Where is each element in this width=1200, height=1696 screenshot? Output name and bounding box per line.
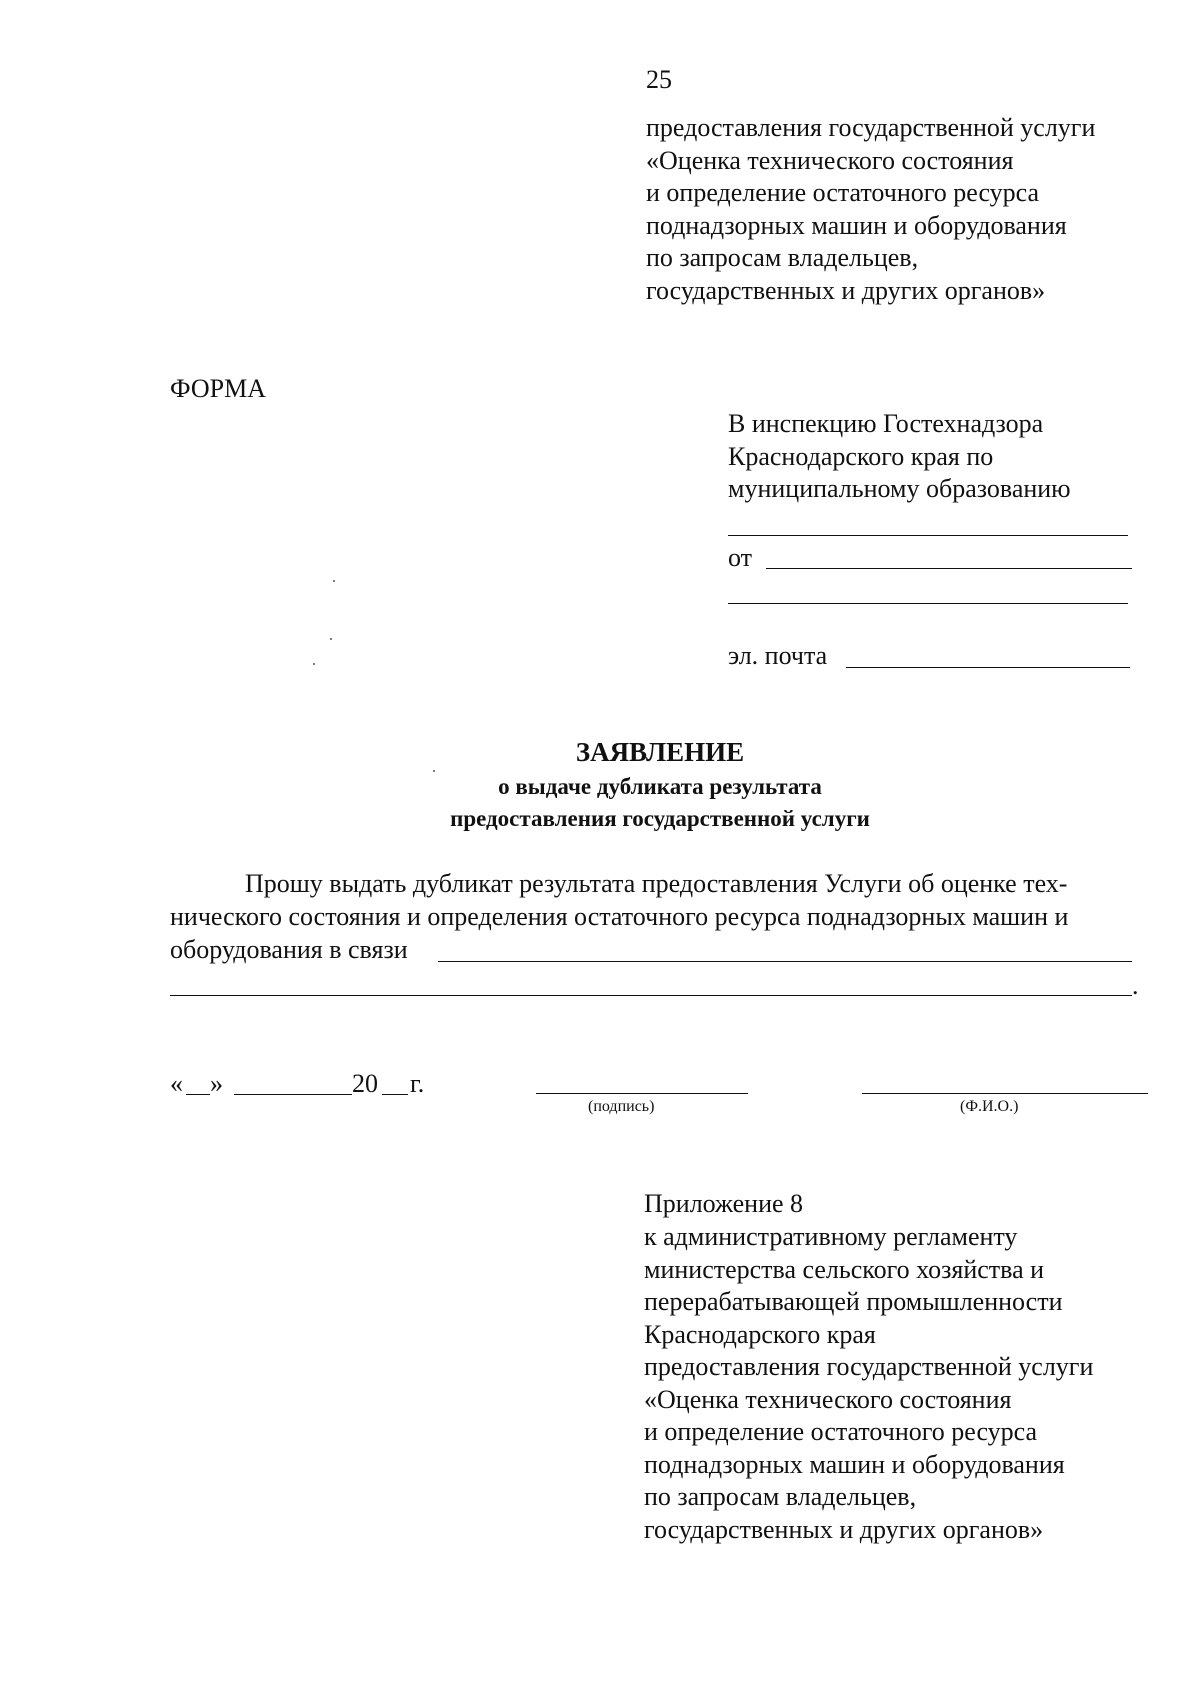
municipality-field[interactable] (728, 535, 1128, 536)
appendix-line: и определение остаточного ресурса (644, 1417, 1038, 1446)
addressee-line: В инспекцию Гостехнадзора (728, 409, 1044, 438)
scan-speck (333, 580, 335, 582)
form-label: ФОРМА (170, 374, 266, 403)
appendix-line: «Оценка технического состояния (644, 1384, 1012, 1414)
appendix-title: Приложение 8 (644, 1189, 804, 1218)
full-name-caption: (Ф.И.О.) (960, 1098, 1019, 1115)
scan-speck (330, 638, 332, 640)
full-name-field[interactable] (862, 1093, 1148, 1094)
application-subtitle: о выдаче дубликата результата (498, 774, 822, 799)
appendix-line: Краснодарского края (644, 1319, 876, 1349)
header-line: и определение остаточного ресурса (646, 178, 1040, 207)
appendix-line: по запросам владельцев, (644, 1482, 917, 1511)
addressee-line: муниципальному образованию (728, 474, 1071, 503)
application-body-line: Прошу выдать дубликат результата предоставления Услуги об оценке тех- (245, 869, 1068, 898)
signature-caption: (подпись) (588, 1098, 655, 1115)
month-field[interactable] (234, 1094, 352, 1095)
appendix-line: к административному регламенту (644, 1222, 1018, 1251)
header-line: по запросам владельцев, (646, 243, 919, 272)
year-suffix: г. (410, 1069, 425, 1098)
date-close-quote: » (210, 1069, 223, 1098)
appendix-block (644, 1221, 1093, 1546)
email-label: эл. почта (728, 641, 828, 670)
header-line: поднадзорных машин и оборудования (646, 210, 1067, 240)
appendix-line: перерабатывающей промышленности (644, 1287, 1063, 1316)
application-body-line: оборудования в связи (170, 935, 408, 964)
addressee-block (728, 408, 1071, 506)
page-number: 25 (646, 65, 672, 94)
appendix-line: государственных и других органов» (644, 1514, 1044, 1544)
header-line: предоставления государственной услуги (646, 113, 1096, 142)
application-subtitle: предоставления государственной услуги (450, 806, 870, 831)
appendix-line: министерства сельского хозяйства и (644, 1254, 1045, 1284)
application-title: ЗАЯВЛЕНИЕ (575, 737, 745, 767)
application-body-line: нического состояния и определения остаточного ресурса поднадзорных машин и (170, 902, 1069, 931)
header-line: «Оценка технического состояния (646, 145, 1014, 175)
from-field[interactable] (766, 568, 1132, 569)
from-field-continued[interactable] (728, 603, 1128, 604)
scan-speck (313, 663, 315, 665)
year-prefix: 20 (352, 1069, 378, 1098)
addressee-line: Краснодарского края по (728, 441, 994, 471)
end-dot: . (1132, 971, 1139, 1000)
email-field[interactable] (846, 667, 1130, 668)
reason-field[interactable] (438, 961, 1132, 962)
from-label: от (728, 543, 753, 572)
day-field[interactable] (186, 1094, 210, 1095)
appendix-line: поднадзорных машин и оборудования (644, 1449, 1065, 1479)
reason-field-continued[interactable] (170, 995, 1132, 996)
signature-field[interactable] (536, 1093, 748, 1094)
year-field[interactable] (382, 1094, 408, 1095)
date-open-quote: « (170, 1069, 183, 1098)
header-block (646, 112, 1095, 307)
appendix-line: предоставления государственной услуги (644, 1352, 1094, 1381)
header-line: государственных и других органов» (646, 275, 1046, 305)
